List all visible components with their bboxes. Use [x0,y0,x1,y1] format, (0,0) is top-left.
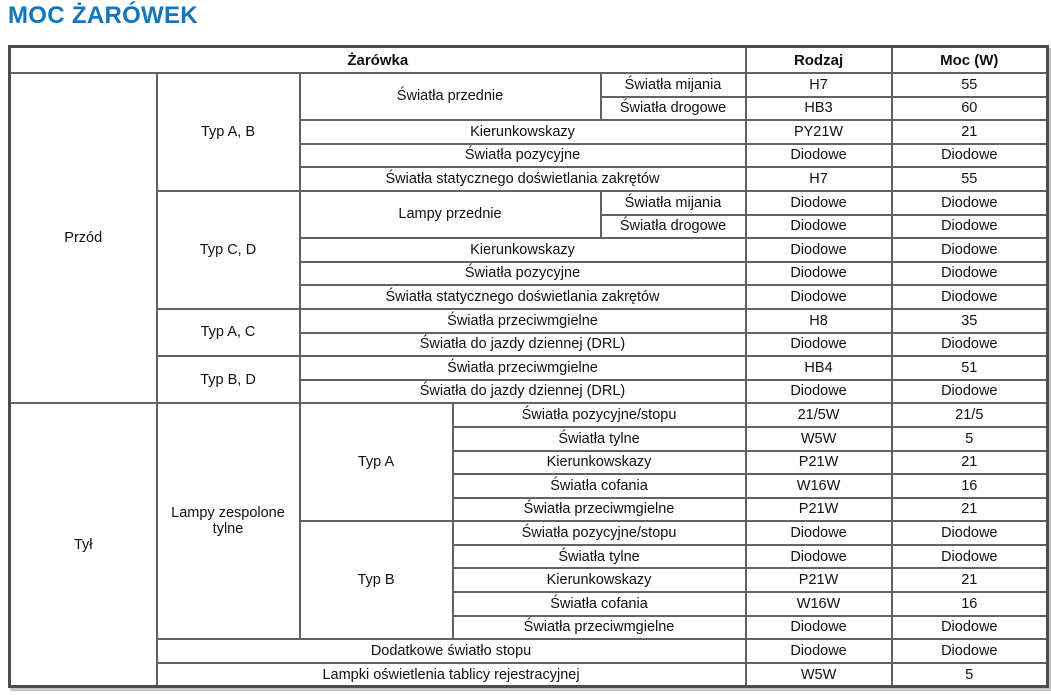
table-cell: PY21W [746,120,892,144]
table-cell: 21 [892,498,1048,522]
table-cell: Diodowe [892,238,1048,262]
table-cell: Diodowe [892,639,1048,663]
table-cell: Dodatkowe światło stopu [157,639,746,663]
table-cell: Diodowe [892,144,1048,168]
table-cell: Światła pozycyjne [300,262,746,286]
table-cell: 55 [892,73,1048,97]
table-cell: Typ A, C [157,309,300,356]
table-cell: Lampy zespolone tylne [157,403,300,639]
column-header: Żarówka [10,47,746,74]
table-cell: Lampki oświetlenia tablicy rejestracyjnej [157,663,746,687]
table-cell: Diodowe [892,215,1048,239]
table-cell: W16W [746,474,892,498]
table-cell: Diodowe [746,238,892,262]
table-cell: Światła pozycyjne [300,144,746,168]
table-cell: H7 [746,167,892,191]
table-cell: Diodowe [746,144,892,168]
table-cell: Diodowe [746,333,892,357]
table-cell: 16 [892,592,1048,616]
table-cell: Diodowe [746,285,892,309]
table-cell: 21/5 [892,403,1048,427]
table-cell: 21 [892,568,1048,592]
table-cell: Diodowe [746,380,892,404]
table-cell: W5W [746,427,892,451]
table-cell: Światła przeciwmgielne [300,356,746,380]
table-cell: 60 [892,97,1048,121]
bulb-power-table [8,45,1049,688]
table-cell: 35 [892,309,1048,333]
table-cell: Światła do jazdy dziennej (DRL) [300,333,746,357]
table-row [10,403,1048,427]
table-cell: Światła mijania [601,191,746,215]
table-cell: 21 [892,451,1048,475]
table-cell: Diodowe [892,262,1048,286]
table-cell: H7 [746,73,892,97]
table-cell: Typ C, D [157,191,300,309]
table-cell: P21W [746,498,892,522]
table-cell: Lampy przednie [300,191,601,238]
table-cell: Światła pozycyjne/stopu [453,403,746,427]
page-title: MOC ŻARÓWEK [8,2,198,29]
table-cell: Kierunkowskazy [300,120,746,144]
table-cell: Typ A [300,403,453,521]
table-cell: H8 [746,309,892,333]
table-cell: Diodowe [746,191,892,215]
table-cell: Światła drogowe [601,215,746,239]
table-cell: Diodowe [746,545,892,569]
table-row [10,309,1048,333]
table-cell: Światła tylne [453,427,746,451]
table-cell: 5 [892,427,1048,451]
table-cell: 5 [892,663,1048,687]
table-cell: Światła cofania [453,474,746,498]
table-cell: Światła przeciwmgielne [453,616,746,640]
table-cell: W5W [746,663,892,687]
table-cell: 21/5W [746,403,892,427]
table-cell: Światła mijania [601,73,746,97]
table-cell: P21W [746,451,892,475]
column-header: Rodzaj [746,47,892,74]
column-header: Moc (W) [892,47,1048,74]
table-cell: Diodowe [892,191,1048,215]
table-cell: Kierunkowskazy [300,238,746,262]
table-cell: Kierunkowskazy [453,451,746,475]
table-cell: Światła przeciwmgielne [300,309,746,333]
table-cell: Światła drogowe [601,97,746,121]
table-cell: Typ B [300,521,453,639]
table-cell: Światła statycznego doświetlania zakrętów [300,167,746,191]
table-cell: Diodowe [892,616,1048,640]
table-header [10,47,1048,74]
table-cell: Diodowe [746,639,892,663]
table-cell: 55 [892,167,1048,191]
table-cell: Diodowe [892,545,1048,569]
table-cell: Diodowe [892,521,1048,545]
table-cell: Światła przednie [300,73,601,120]
table-row [10,663,1048,687]
table-cell: Diodowe [746,262,892,286]
table-cell: Diodowe [746,616,892,640]
table-body [10,73,1048,687]
table-cell: Światła statycznego doświetlania zakrętów [300,285,746,309]
table-cell: 21 [892,120,1048,144]
table-cell: Typ A, B [157,73,300,191]
table-cell: P21W [746,568,892,592]
table-cell: HB4 [746,356,892,380]
table-cell: Światła do jazdy dziennej (DRL) [300,380,746,404]
table-cell: W16W [746,592,892,616]
table-cell: Kierunkowskazy [453,568,746,592]
table-cell: Światła pozycyjne/stopu [453,521,746,545]
table-cell: Diodowe [892,285,1048,309]
table-row [10,356,1048,380]
table-cell: 51 [892,356,1048,380]
table-cell: Przód [10,73,157,403]
table-cell: Diodowe [746,521,892,545]
table-cell: Światła cofania [453,592,746,616]
table-cell: Diodowe [746,215,892,239]
table-cell: Typ B, D [157,356,300,403]
table-cell: Światła tylne [453,545,746,569]
table-cell: Diodowe [892,380,1048,404]
header-row [10,47,1048,74]
table-row [10,73,1048,97]
table-cell: 16 [892,474,1048,498]
table-cell: Diodowe [892,333,1048,357]
table-cell: Tył [10,403,157,687]
table-row [10,191,1048,215]
table-row [10,639,1048,663]
table-cell: Światła przeciwmgielne [453,498,746,522]
table-cell: HB3 [746,97,892,121]
